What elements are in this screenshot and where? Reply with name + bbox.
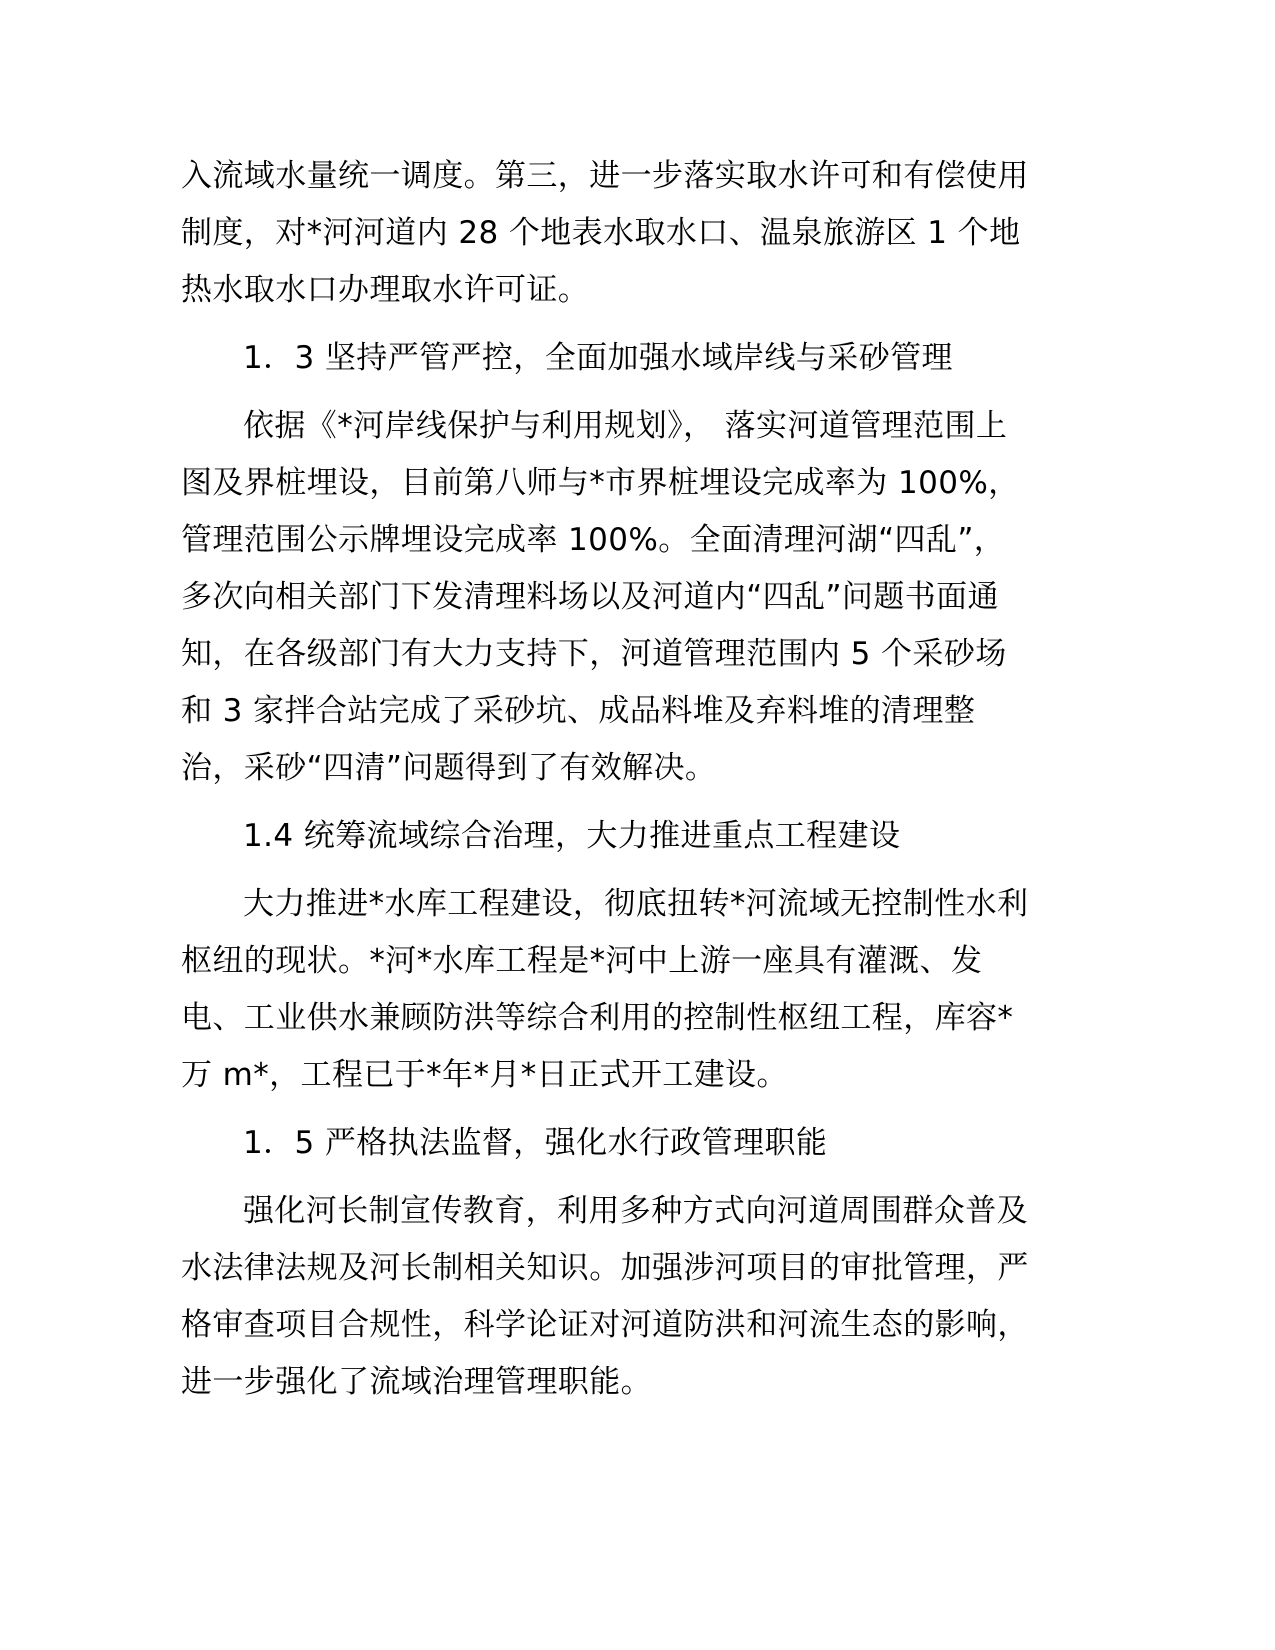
text-line: 图及界桩埋设，目前第八师与*市界桩埋设完成率为 100%， xyxy=(181,465,1020,501)
text-line: 和 3 家拌合站完成了采砂坑、成品料堆及弃料堆的清理整 xyxy=(181,693,976,729)
text-line: 热水取水口办理取水许可证。 xyxy=(181,272,590,308)
text-line: 多次向相关部门下发清理料场以及河道内“四乱”问题书面通 xyxy=(181,579,999,615)
heading-text: 1．3 坚持严管严控，全面加强水域岸线与采砂管理 xyxy=(243,340,953,376)
text-line: 入流域水量统一调度。第三，进一步落实取水许可和有偿使用 xyxy=(181,158,1029,194)
text-line: 管理范围公示牌埋设完成率 100%。全面清理河湖“四乱”， xyxy=(181,522,1006,558)
section-heading-1-4 xyxy=(181,808,1037,865)
paragraph xyxy=(181,1183,1037,1411)
paragraph xyxy=(181,876,1037,1104)
text-line: 电、工业供水兼顾防洪等综合利用的控制性枢纽工程，库容* xyxy=(181,1000,1014,1036)
section-heading-1-5 xyxy=(181,1115,1037,1172)
text-line: 万 m*，工程已于*年*月*日正式开工建设。 xyxy=(181,1057,788,1093)
text-line: 枢纽的现状。*河*水库工程是*河中上游一座具有灌溉、发 xyxy=(181,943,983,979)
text-line: 强化河长制宣传教育，利用多种方式向河道周围群众普及 xyxy=(243,1193,1028,1229)
text-line: 依据《*河岸线保护与利用规划》， 落实河道管理范围上 xyxy=(243,408,1008,444)
section-heading-1-3 xyxy=(181,330,1037,387)
heading-text: 1．5 严格执法监督，强化水行政管理职能 xyxy=(243,1125,828,1161)
document-body xyxy=(181,148,1037,1411)
text-line: 治，采砂“四清”问题得到了有效解决。 xyxy=(181,750,717,786)
heading-text: 1.4 统筹流域综合治理，大力推进重点工程建设 xyxy=(243,818,901,854)
paragraph xyxy=(181,148,1037,319)
text-line: 知，在各级部门有大力支持下，河道管理范围内 5 个采砂场 xyxy=(181,636,1007,672)
text-line: 进一步强化了流域治理管理职能。 xyxy=(181,1364,652,1400)
text-line: 制度，对*河河道内 28 个地表水取水口、温泉旅游区 1 个地 xyxy=(181,215,1021,251)
paragraph xyxy=(181,398,1037,797)
text-line: 格审查项目合规性，科学论证对河道防洪和河流生态的影响， xyxy=(181,1307,1029,1343)
text-line: 水法律法规及河长制相关知识。加强涉河项目的审批管理，严 xyxy=(181,1250,1029,1286)
text-line: 大力推进*水库工程建设，彻底扭转*河流域无控制性水利 xyxy=(243,886,1029,922)
